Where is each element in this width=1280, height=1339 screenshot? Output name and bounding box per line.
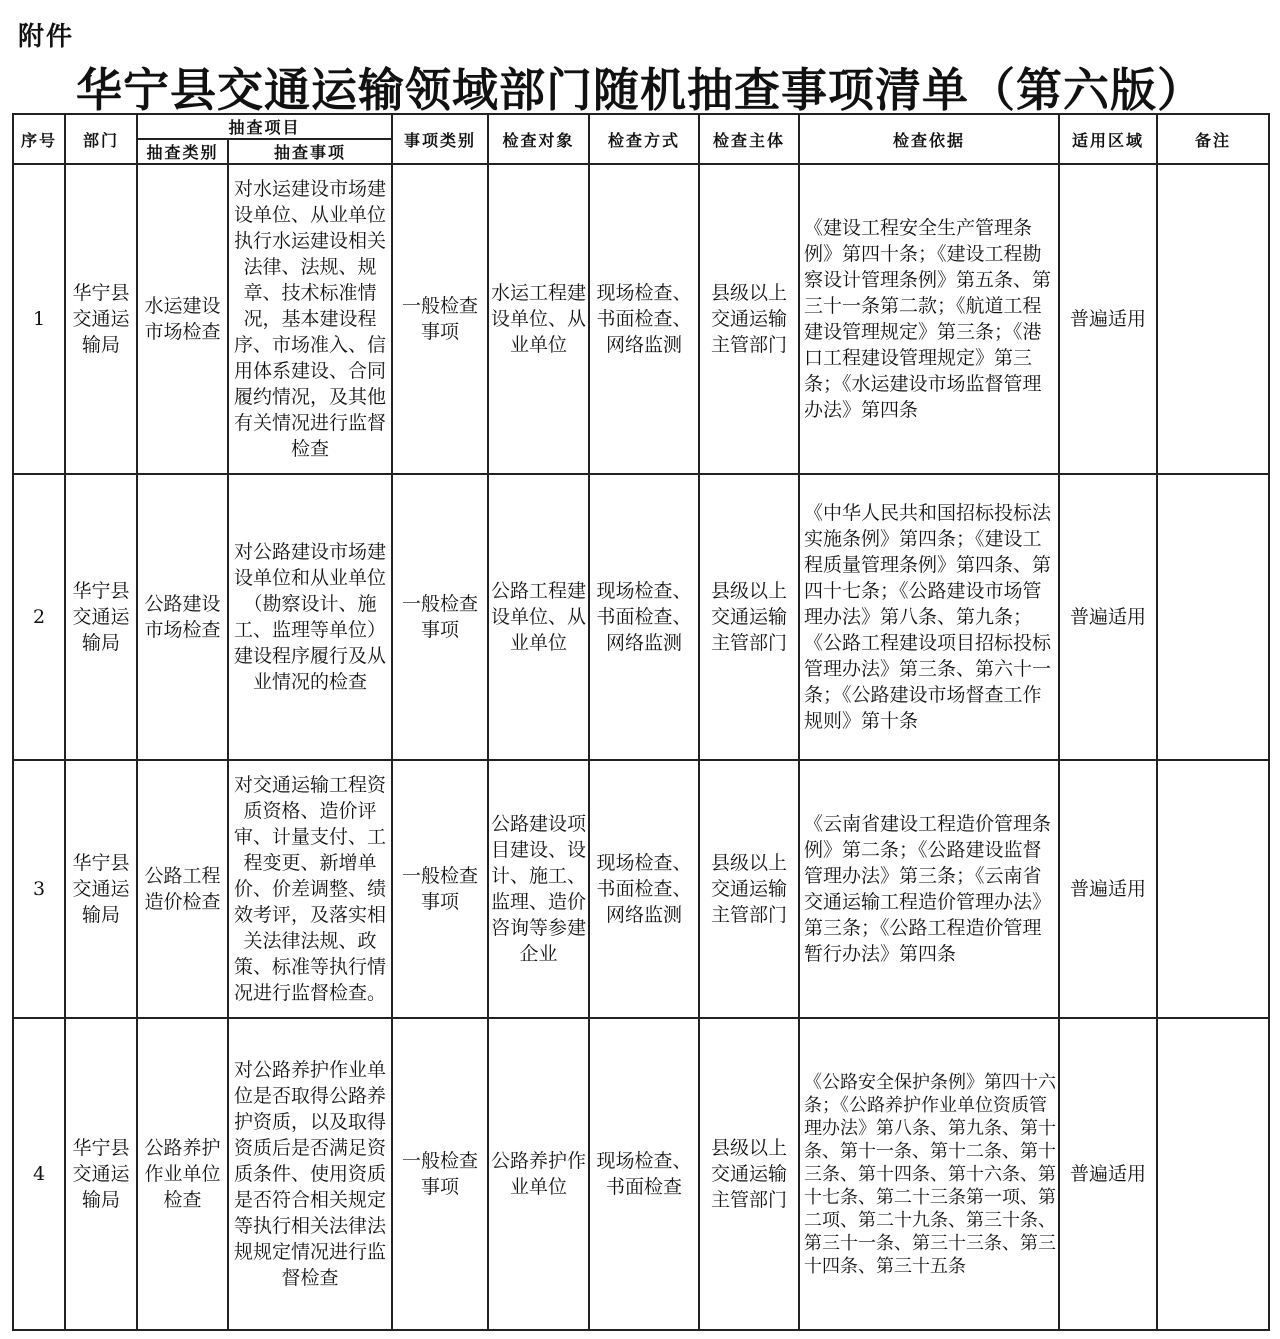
cell-no: 4: [13, 1018, 65, 1330]
cell-scope: 普遍适用: [1059, 1018, 1157, 1330]
cell-category: 水运建设市场检查: [137, 164, 228, 474]
cell-matter: 对水运建设市场建设单位、从业单位执行水运建设相关法律、法规、规章、技术标准情况，基本建设程序、市场准入、信用体系建设、合同履约情况，及其他有关情况进行监督检查: [228, 164, 392, 474]
header-method: 检查方式: [589, 114, 699, 164]
cell-type: 一般检查事项: [392, 760, 488, 1018]
table-row: [13, 1018, 1269, 1330]
cell-basis: 《中华人民共和国招标投标法实施条例》第四条；《建设工程质量管理条例》第四条、第四十七条；《公路建设市场管理办法》第八条、第九条；《公路工程建设项目招标投标管理办法》第三条、第六十一条；《公路建设市场督查工作规则》第十条: [799, 474, 1059, 760]
cell-object: 水运工程建设单位、从业单位: [488, 164, 589, 474]
cell-no: 1: [13, 164, 65, 474]
cell-object: 公路工程建设单位、从业单位: [488, 474, 589, 760]
cell-method: 现场检查、书面检查: [589, 1018, 699, 1330]
annex-label: 附件: [18, 22, 75, 52]
cell-dept: 华宁县交通运输局: [65, 474, 137, 760]
cell-matter: 对公路建设市场建设单位和从业单位（勘察设计、施工、监理等单位）建设程序履行及从业情况的检查: [228, 474, 392, 760]
cell-dept: 华宁县交通运输局: [65, 1018, 137, 1330]
cell-remark: [1157, 760, 1269, 1018]
header-dept: 部门: [65, 114, 137, 164]
cell-subject: 县级以上交通运输主管部门: [699, 760, 799, 1018]
cell-object: 公路建设项目建设、设计、施工、监理、造价咨询等参建企业: [488, 760, 589, 1018]
cell-matter: 对交通运输工程资质资格、造价评审、计量支付、工程变更、新增单价、价差调整、绩效考评，及落实相关法律法规、政策、标准等执行情况进行监督检查。: [228, 760, 392, 1018]
cell-category: 公路建设市场检查: [137, 474, 228, 760]
cell-remark: [1157, 1018, 1269, 1330]
header-remark: 备注: [1157, 114, 1269, 164]
header-items: 抽查项目: [137, 114, 392, 139]
cell-subject: 县级以上交通运输主管部门: [699, 474, 799, 760]
header-matter: 抽查事项: [228, 139, 392, 164]
cell-category: 公路工程造价检查: [137, 760, 228, 1018]
cell-type: 一般检查事项: [392, 1018, 488, 1330]
header-type: 事项类别: [392, 114, 488, 164]
table-row: [13, 164, 1269, 474]
cell-remark: [1157, 474, 1269, 760]
cell-no: 2: [13, 474, 65, 760]
cell-object: 公路养护作业单位: [488, 1018, 589, 1330]
cell-basis: 《建设工程安全生产管理条例》第四十条；《建设工程勘察设计管理条例》第五条、第三十一条第二款；《航道工程建设管理规定》第三条；《港口工程建设管理规定》第三条；《水运建设市场监督管理办法》第四条: [799, 164, 1059, 474]
header-category: 抽查类别: [137, 139, 228, 164]
cell-basis: 《云南省建设工程造价管理条例》第二条；《公路建设监督管理办法》第三条；《云南省交通运输工程造价管理办法》第三条；《公路工程造价管理暂行办法》第四条: [799, 760, 1059, 1018]
cell-matter: 对公路养护作业单位是否取得公路养护资质，以及取得资质后是否满足资质条件、使用资质是否符合相关规定等执行相关法律法规规定情况进行监督检查: [228, 1018, 392, 1330]
header-no: 序号: [13, 114, 65, 164]
header-basis: 检查依据: [799, 114, 1059, 164]
cell-type: 一般检查事项: [392, 474, 488, 760]
page-title: 华宁县交通运输领域部门随机抽查事项清单（第六版）: [76, 63, 1204, 117]
cell-method: 现场检查、书面检查、网络监测: [589, 760, 699, 1018]
header-scope: 适用区域: [1059, 114, 1157, 164]
cell-scope: 普遍适用: [1059, 474, 1157, 760]
cell-dept: 华宁县交通运输局: [65, 164, 137, 474]
cell-subject: 县级以上交通运输主管部门: [699, 164, 799, 474]
cell-method: 现场检查、书面检查、网络监测: [589, 164, 699, 474]
inspection-table: [12, 113, 1270, 1331]
header-subject: 检查主体: [699, 114, 799, 164]
table-row: [13, 474, 1269, 760]
cell-basis: 《公路安全保护条例》第四十六条；《公路养护作业单位资质管理办法》第八条、第九条、第十条、第十一条、第十二条、第十三条、第十四条、第十六条、第十七条、第二十三条第一项、第二项、第二十九条、第三十条、第三十一条、第三十三条、第三十四条、第三十五条: [799, 1018, 1059, 1330]
cell-remark: [1157, 164, 1269, 474]
cell-subject: 县级以上交通运输主管部门: [699, 1018, 799, 1330]
cell-method: 现场检查、书面检查、网络监测: [589, 474, 699, 760]
cell-scope: 普遍适用: [1059, 760, 1157, 1018]
header-object: 检查对象: [488, 114, 589, 164]
cell-no: 3: [13, 760, 65, 1018]
cell-scope: 普遍适用: [1059, 164, 1157, 474]
cell-dept: 华宁县交通运输局: [65, 760, 137, 1018]
cell-type: 一般检查事项: [392, 164, 488, 474]
cell-category: 公路养护作业单位检查: [137, 1018, 228, 1330]
table-row: [13, 760, 1269, 1018]
